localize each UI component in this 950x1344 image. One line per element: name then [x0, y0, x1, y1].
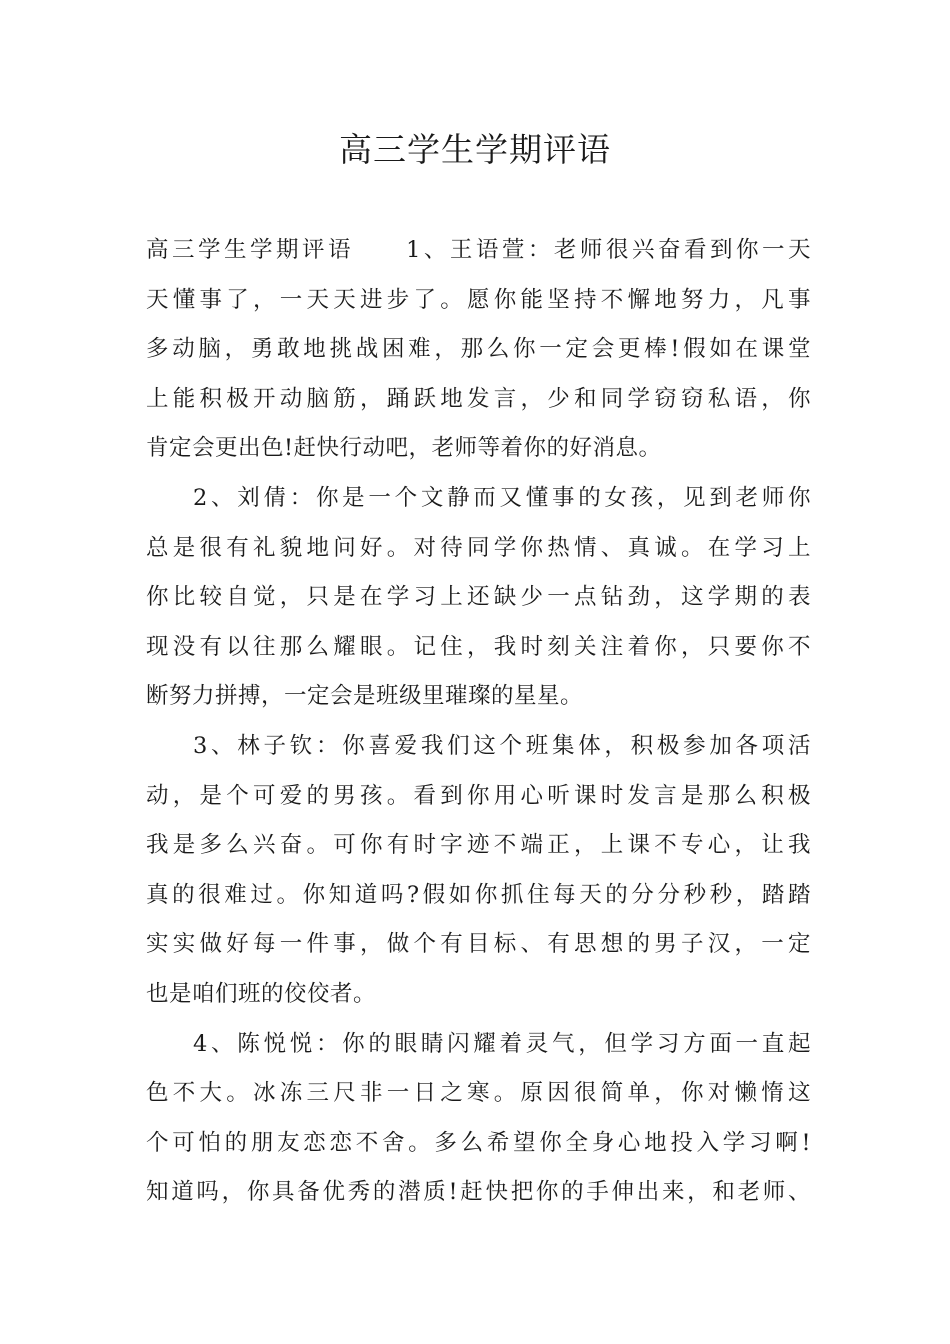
body-line: 总是很有礼貌地问好。对待同学你热情、真诚。在学习上: [146, 534, 811, 561]
body-line: 个可怕的朋友恋恋不舍。多么希望你全身心地投入学习啊!: [146, 1129, 811, 1156]
body-line: 我是多么兴奋。可你有时字迹不端正，上课不专心，让我: [146, 832, 811, 859]
body-line: 动，是个可爱的男孩。看到你用心听课时发言是那么积极: [146, 782, 811, 809]
body-line: 肯定会更出色!赶快行动吧，老师等着你的好消息。: [146, 435, 662, 462]
body-line: 高三学生学期评语 1、王语萱：老师很兴奋看到你一天: [146, 237, 811, 263]
body-line: 4、陈悦悦：你的眼睛闪耀着灵气，但学习方面一直起: [193, 1030, 811, 1057]
body-line: 2、刘倩：你是一个文静而又懂事的女孩，见到老师你: [193, 484, 811, 511]
body-line: 色不大。冰冻三尺非一日之寒。原因很简单，你对懒惰这: [146, 1080, 811, 1107]
body-line: 断努力拼搏，一定会是班级里璀璨的星星。: [146, 683, 584, 710]
body-line: 现没有以往那么耀眼。记住，我时刻关注着你，只要你不: [146, 633, 811, 660]
document-body: [146, 226, 811, 1218]
body-line: 3、林子钦：你喜爱我们这个班集体，积极参加各项活: [193, 732, 811, 759]
body-line: 知道吗，你具备优秀的潜质!赶快把你的手伸出来，和老师、: [146, 1179, 811, 1206]
body-line: 天懂事了，一天天进步了。愿你能坚持不懈地努力，凡事: [146, 286, 811, 313]
body-line: 也是咱们班的佼佼者。: [146, 980, 377, 1007]
body-line: 上能积极开动脑筋，踊跃地发言，少和同学窃窃私语，你: [146, 385, 811, 412]
body-line: 你比较自觉，只是在学习上还缺少一点钻劲，这学期的表: [146, 584, 811, 611]
body-line: 实实做好每一件事，做个有目标、有思想的男子汉，一定: [146, 931, 811, 958]
document-title: 高三学生学期评语: [339, 130, 611, 169]
body-line: 真的很难过。你知道吗?假如你抓住每天的分分秒秒，踏踏: [146, 881, 811, 908]
body-line: 多动脑，勇敢地挑战困难，那么你一定会更棒!假如在课堂: [146, 336, 811, 363]
